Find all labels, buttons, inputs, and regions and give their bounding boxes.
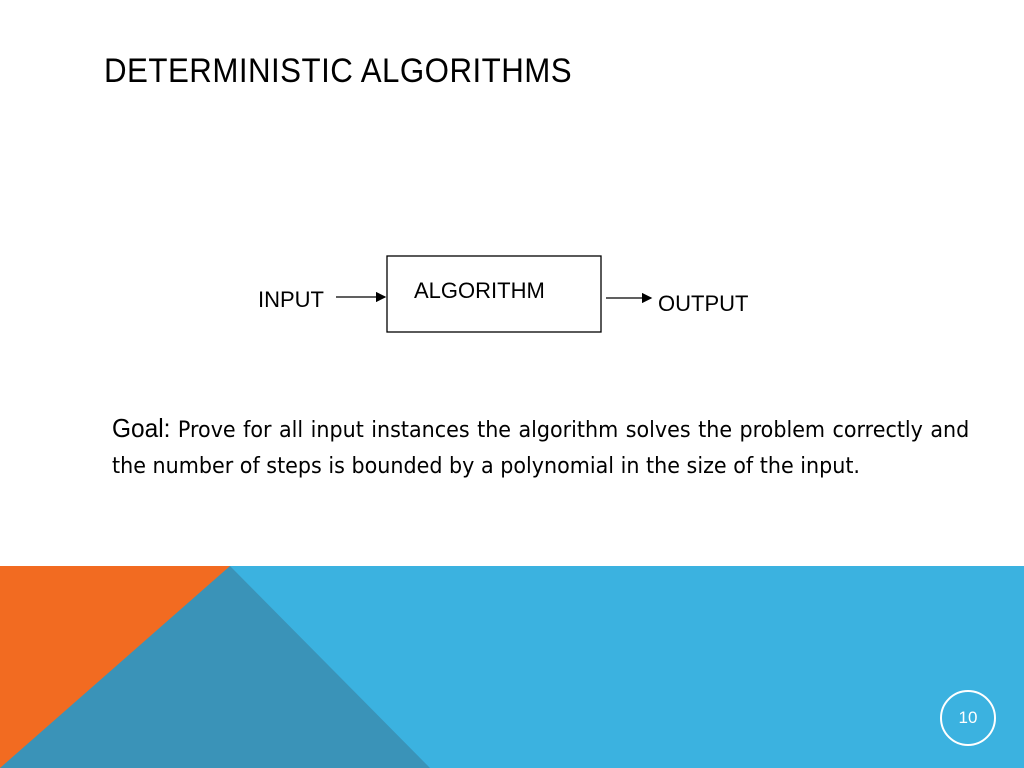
slide-title: DETERMINISTIC ALGORITHMS bbox=[104, 52, 573, 90]
footer-decoration bbox=[0, 566, 1024, 768]
input-label: INPUT bbox=[258, 287, 324, 312]
goal-label: Goal: bbox=[112, 413, 171, 443]
algorithm-label: ALGORITHM bbox=[414, 278, 545, 303]
page-number: 10 bbox=[958, 708, 978, 727]
goal-paragraph bbox=[112, 410, 969, 485]
goal-text: Prove for all input instances the algorithm solves the problem correctly and the number of steps is bounded by a polynomial in the size of the input. bbox=[112, 418, 970, 479]
page-number-badge bbox=[940, 690, 996, 746]
output-label: OUTPUT bbox=[658, 291, 749, 316]
